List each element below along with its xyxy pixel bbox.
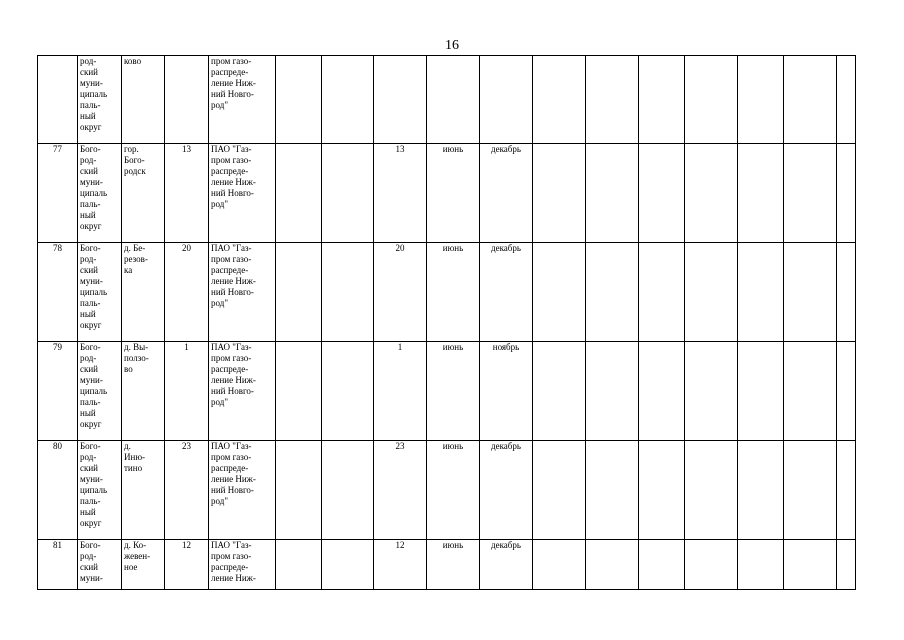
empty-cell [738,144,784,243]
end-month: декабрь [491,540,521,550]
empty-cell [322,243,374,342]
settlement-name: д. Бе- резов- ка [124,243,148,275]
empty-cell [276,56,322,144]
settlement-cell [122,144,165,243]
start-month-cell [427,243,480,342]
table-row [38,342,856,441]
end-month: декабрь [491,243,521,253]
empty-cell [586,243,639,342]
organization-cell [209,243,276,342]
row-number: 80 [53,441,62,451]
empty-cell [837,144,856,243]
district-name: Бого- род- ский муни- ципаль паль- ный округ [80,144,108,231]
district-name: Бого- род- ский муни- ципаль паль- ный округ [80,342,108,429]
empty-cell [276,441,322,540]
district-cell [78,441,122,540]
organization-cell [209,441,276,540]
table-row [38,144,856,243]
settlement-cell [122,441,165,540]
empty-cell [837,243,856,342]
start-month-cell [427,540,480,590]
settlement-cell [122,243,165,342]
object-count: 13 [182,144,191,154]
empty-cell [784,441,837,540]
end-month: декабрь [491,144,521,154]
start-month-cell [427,56,480,144]
empty-cell [322,441,374,540]
empty-cell [533,441,586,540]
organization-cell [209,56,276,144]
object-count-cell [165,144,209,243]
empty-cell [738,342,784,441]
row-number: 81 [53,540,62,550]
organization-name: ПАО "Газ- пром газо- распреде- ление Ниж- ний Новго- род" [211,144,256,209]
empty-cell [322,56,374,144]
end-month: декабрь [491,441,521,451]
district-cell [78,243,122,342]
organization-cell [209,540,276,590]
empty-cell [639,342,685,441]
table-row [38,540,856,590]
planned-count: 13 [395,144,405,154]
empty-cell [685,441,738,540]
row-number-cell [38,342,78,441]
empty-cell [586,540,639,590]
empty-cell [685,243,738,342]
empty-cell [276,144,322,243]
empty-cell [322,540,374,590]
settlement-name: ково [124,56,142,66]
settlement-cell [122,540,165,590]
empty-cell [837,540,856,590]
settlement-name: гор. Бого- родск [124,144,146,176]
empty-cell [533,243,586,342]
empty-cell [738,56,784,144]
district-cell [78,144,122,243]
row-number: 78 [53,243,62,253]
organization-cell [209,144,276,243]
row-number: 79 [53,342,62,352]
empty-cell [586,144,639,243]
object-count: 12 [182,540,191,550]
empty-cell [533,342,586,441]
empty-cell [322,144,374,243]
table-row [38,243,856,342]
planned-count-cell [374,144,427,243]
end-month-cell [480,56,533,144]
end-month-cell [480,441,533,540]
table-row [38,441,856,540]
empty-cell [784,540,837,590]
object-count-cell [165,441,209,540]
page-number: 16 [445,38,459,53]
empty-cell [276,342,322,441]
end-month-cell [480,342,533,441]
empty-cell [276,540,322,590]
start-month: июнь [442,540,464,550]
planned-count-cell [374,342,427,441]
empty-cell [639,144,685,243]
empty-cell [322,342,374,441]
empty-cell [276,243,322,342]
planned-count-cell [374,56,427,144]
district-cell [78,540,122,590]
district-cell [78,56,122,144]
table-body [38,56,856,590]
empty-cell [685,342,738,441]
end-month-cell [480,540,533,590]
row-number-cell [38,441,78,540]
planned-count-cell [374,243,427,342]
empty-cell [685,144,738,243]
organization-name: ПАО "Газ- пром газо- распреде- ление Ниж- ний Новго- род" [211,342,256,407]
planned-count-cell [374,441,427,540]
object-count: 1 [184,342,189,352]
empty-cell [586,56,639,144]
row-number: 77 [53,144,62,154]
empty-cell [784,144,837,243]
settlement-name: д. Ко- жевен- ное [124,540,151,572]
object-count-cell [165,56,209,144]
planned-count-cell [374,540,427,590]
empty-cell [586,342,639,441]
row-number-cell [38,540,78,590]
empty-cell [738,441,784,540]
start-month-cell [427,144,480,243]
planned-count: 12 [395,540,405,550]
empty-cell [738,540,784,590]
organization-name: ПАО "Газ- пром газо- распреде- ление Ниж- ний Новго- род" [211,243,256,308]
district-name: род- ский муни- ципаль паль- ный округ [80,56,108,132]
settlement-name: д. Иню- тино [124,441,146,473]
settlement-name: д. Вы- ползо- во [124,342,149,374]
empty-cell [784,243,837,342]
empty-cell [533,540,586,590]
empty-cell [738,243,784,342]
district-name: Бого- род- ский муни- ципаль паль- ный округ [80,441,108,528]
planned-count: 23 [395,441,405,451]
object-count-cell [165,342,209,441]
empty-cell [837,342,856,441]
district-name: Бого- род- ский муни- ципаль паль- ный округ [80,243,108,330]
empty-cell [837,56,856,144]
empty-cell [533,56,586,144]
empty-cell [685,56,738,144]
object-count: 23 [182,441,191,451]
table-row [38,56,856,144]
start-month: июнь [442,342,464,352]
district-cell [78,342,122,441]
object-count-cell [165,540,209,590]
organization-name: ПАО "Газ- пром газо- распреде- ление Ниж- [211,540,256,583]
settlement-cell [122,56,165,144]
empty-cell [639,441,685,540]
start-month: июнь [442,441,464,451]
planned-count: 20 [395,243,405,253]
organization-name: ПАО "Газ- пром газо- распреде- ление Ниж- ний Новго- род" [211,441,256,506]
object-count: 20 [182,243,191,253]
settlement-cell [122,342,165,441]
start-month: июнь [442,144,464,154]
organization-cell [209,342,276,441]
empty-cell [784,56,837,144]
end-month-cell [480,144,533,243]
row-number-cell [38,243,78,342]
end-month-cell [480,243,533,342]
end-month: ноябрь [492,342,520,352]
organization-name: пром газо- распреде- ление Ниж- ний Новго- род" [211,56,256,110]
empty-cell [533,144,586,243]
empty-cell [685,540,738,590]
start-month-cell [427,342,480,441]
gasification-schedule-table [37,55,856,590]
planned-count: 1 [397,342,403,352]
empty-cell [639,540,685,590]
row-number-cell [38,56,78,144]
row-number-cell [38,144,78,243]
start-month: июнь [442,243,464,253]
district-name: Бого- род- ский муни- [80,540,103,583]
empty-cell [837,441,856,540]
empty-cell [639,56,685,144]
start-month-cell [427,441,480,540]
empty-cell [639,243,685,342]
object-count-cell [165,243,209,342]
empty-cell [586,441,639,540]
empty-cell [784,342,837,441]
